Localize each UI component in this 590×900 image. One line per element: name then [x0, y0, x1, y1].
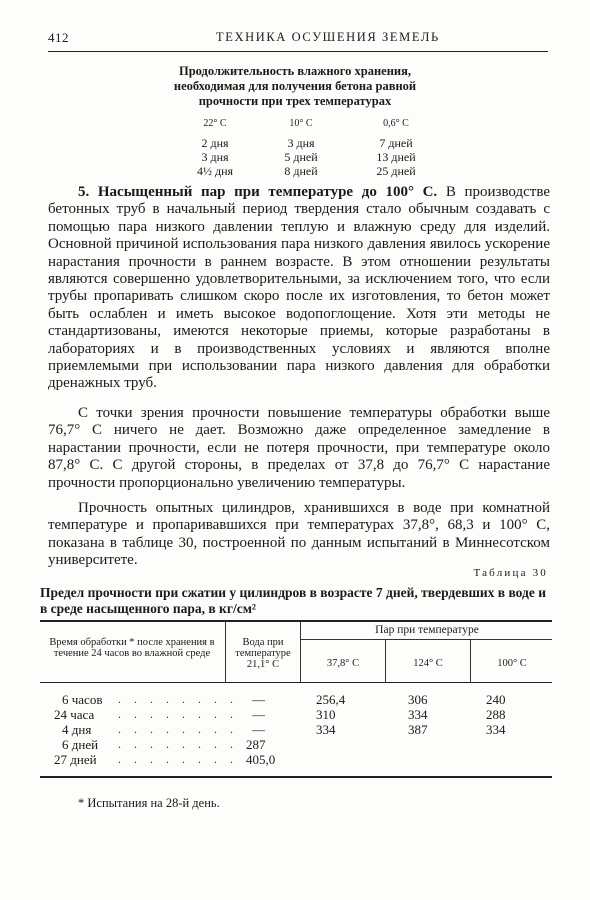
- cell-water: —: [252, 722, 265, 737]
- row-time: 6 дней: [62, 737, 99, 752]
- column-divider: [300, 622, 301, 682]
- table2-label: Таблица 30: [473, 567, 548, 579]
- table1-cell: 3 дня: [201, 150, 229, 164]
- column-divider: [225, 622, 226, 682]
- table-row: [40, 752, 552, 766]
- steam-group-rule: [300, 639, 552, 640]
- cell-water: —: [252, 707, 265, 722]
- paragraph-text: В производстве бетонных труб в начальный период твердения стало обычным создавать с помощью пара низкого давлении теплую и влажную среду для изделий. Основной причиной использования пара низкого давления явилось ускорение нарастания прочности в раннем возрасте. В этом отношении результаты являются совершенно удовлетворительными, за исключением того, что если трубы пропаривать слишком скоро после их изготовления, то бетон может быть ослаблен и иметь высокое водопоглощение. Хотя эти методы не стандартизованы, имеются некоторые приемы, которые разработаны в лабораториях и в производственных условиях и являются вполне приемлемыми при использовании пара низкого давления для обработки дренажных труб.: [48, 184, 550, 392]
- leader-dots: . . . . . . . .: [118, 707, 238, 721]
- cell-water: —: [252, 692, 265, 707]
- cell-steam: 256,4: [316, 692, 346, 707]
- col-header-steam-group: Пар при температуре: [375, 624, 479, 636]
- table-row: [40, 737, 552, 751]
- cell-steam: 306: [408, 692, 428, 707]
- table-rule: [40, 682, 552, 683]
- cell-steam: 334: [486, 722, 506, 737]
- cell-steam: 288: [486, 707, 506, 722]
- column-divider: [385, 640, 386, 682]
- row-time: 6 часов: [62, 692, 103, 707]
- table1-col-header: 0,6° С: [383, 118, 409, 129]
- header-rule: [48, 51, 548, 52]
- table1-title: [130, 64, 460, 109]
- cell-steam: 334: [316, 722, 336, 737]
- table-rule: [40, 776, 552, 778]
- table1-row: [180, 150, 440, 164]
- table2-caption: Предел прочности при сжатии у цилиндров в возрасте 7 дней, твердевших в воде и в среде насыщенного пара, в кг/см²: [40, 585, 547, 616]
- paragraph-steam: [48, 184, 550, 393]
- table1-col-header: 10° С: [289, 118, 313, 129]
- table1-cell: 7 дней: [379, 136, 413, 150]
- table-row: [40, 692, 552, 706]
- table-row: [40, 722, 552, 736]
- cell-water: 287: [246, 737, 266, 752]
- table1-row: [180, 164, 440, 178]
- col-header-time: Время обработки * после хранения в течение 24 часов во влажной среде: [49, 637, 215, 659]
- col-header-steam: 37,8° С: [326, 658, 360, 669]
- table1-header-row: [180, 118, 440, 136]
- running-title: ТЕХНИКА ОСУШЕНИЯ ЗЕМЕЛЬ: [216, 30, 440, 44]
- section-heading: 5. Насыщенный пар при температуре до 100° С.: [78, 184, 438, 200]
- table-row: [40, 707, 552, 721]
- table1-cell: 13 дней: [376, 150, 416, 164]
- table1-cell: 25 дней: [376, 164, 416, 178]
- table1-cell: 8 дней: [284, 164, 318, 178]
- cell-steam: 310: [316, 707, 336, 722]
- col-header-steam: 124° С: [413, 658, 443, 669]
- paragraph-cylinders: Прочность опытных цилиндров, хранившихся в воде при комнатной температуре и пропаривавшихся при температурах 37,8°, 68,3 и 100° С, показана в таблице 30, построенной по данным испытаний в Миннесотском университете.: [48, 500, 550, 569]
- footnote: * Испытания на 28-й день.: [78, 796, 220, 810]
- leader-dots: . . . . . . . .: [118, 737, 238, 751]
- col-header-steam: 100° С: [497, 658, 527, 669]
- table-rule: [40, 620, 552, 622]
- row-time: 4 дня: [62, 722, 92, 737]
- page-number: 412: [48, 30, 69, 45]
- cell-steam: 334: [408, 707, 428, 722]
- cell-steam: 240: [486, 692, 506, 707]
- row-time: 24 часа: [54, 707, 95, 722]
- cell-water: 405,0: [246, 752, 276, 767]
- table1-cell: 4½ дня: [196, 164, 234, 178]
- row-time: 27 дней: [54, 752, 97, 767]
- cell-steam: 387: [408, 722, 428, 737]
- table1-col-header: 22° С: [203, 118, 227, 129]
- table1-title-line: необходимая для получения бетона равной: [173, 79, 417, 93]
- leader-dots: . . . . . . . .: [118, 722, 238, 736]
- table1-title-line: прочности при трех температурах: [198, 94, 392, 108]
- table1: [180, 118, 440, 178]
- table1-cell: 2 дня: [201, 136, 229, 150]
- column-divider: [470, 640, 471, 682]
- table1-cell: 3 дня: [287, 136, 315, 150]
- leader-dots: . . . . . . . .: [118, 692, 238, 706]
- col-header-water: Вода при температуре 21,1° С: [235, 637, 291, 670]
- table2: [40, 620, 552, 780]
- table1-cell: 5 дней: [284, 150, 318, 164]
- table1-row: [180, 136, 440, 150]
- table1-title-line: Продолжительность влажного хранения,: [178, 64, 412, 78]
- paragraph-temperature: С точки зрения прочности повышение температуры обработки выше 76,7° С ничего не дает. Возможно даже определенное замедление в нарастании прочности, если не потеря прочности, при температуре около 87,8° С. С другой стороны, в пределах от 37,8 до 76,7° С нарастание прочности пропорционально увеличению температуры.: [48, 405, 550, 491]
- leader-dots: . . . . . . . .: [118, 752, 238, 766]
